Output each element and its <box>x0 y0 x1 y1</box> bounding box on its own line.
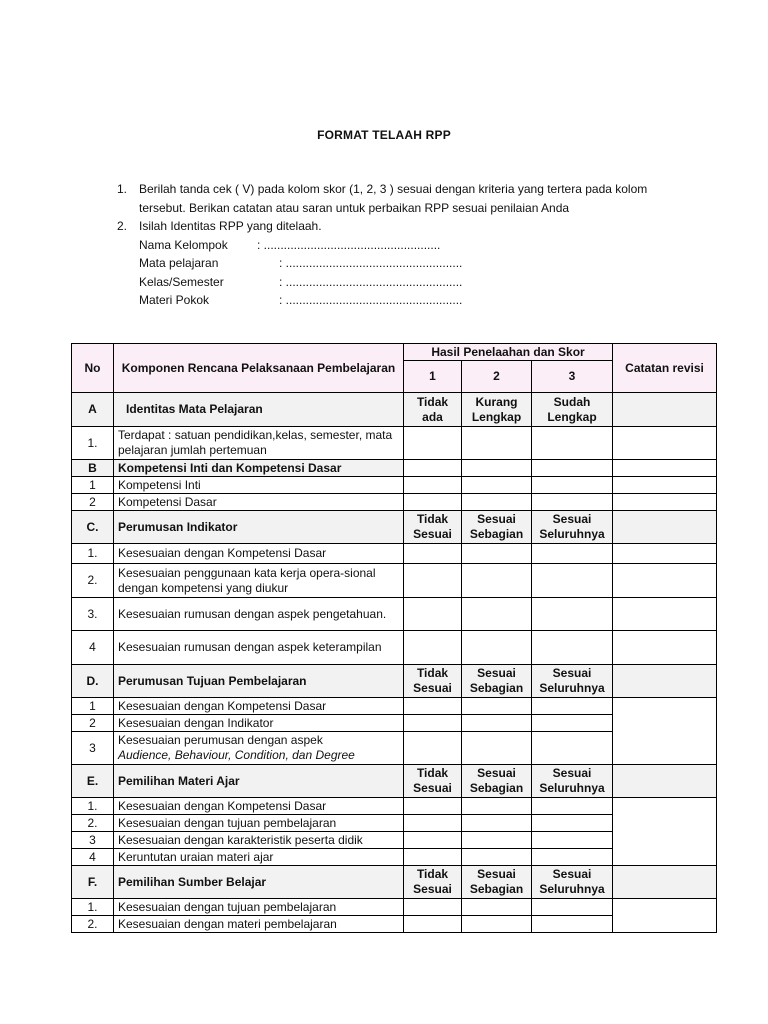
catatan-cell[interactable] <box>613 511 717 544</box>
score-label: Sesuai Seluruhnya <box>532 765 613 798</box>
score-label: Sesuai Seluruhnya <box>532 665 613 698</box>
section-no: B <box>72 460 114 477</box>
row-text: Kesesuaian dengan materi pembelajaran <box>114 916 404 933</box>
row-text: Kompetensi Dasar <box>114 494 404 511</box>
section-label: Perumusan Indikator <box>114 511 404 544</box>
table-row <box>72 544 717 564</box>
catatan-cell[interactable] <box>613 477 717 494</box>
score-cell[interactable] <box>404 849 462 866</box>
score-cell[interactable] <box>462 631 532 665</box>
score-cell[interactable] <box>462 598 532 631</box>
score-cell[interactable] <box>404 494 462 511</box>
row-text: Kesesuaian dengan Kompetensi Dasar <box>114 544 404 564</box>
score-cell[interactable] <box>462 564 532 598</box>
field-value[interactable]: : ..................................................... <box>257 237 441 252</box>
score-label: Tidak ada <box>404 393 462 427</box>
row-text: Kesesuaian dengan Indikator <box>114 715 404 732</box>
score-cell[interactable] <box>404 832 462 849</box>
score-cell[interactable] <box>462 427 532 460</box>
score-cell[interactable] <box>404 715 462 732</box>
score-cell[interactable] <box>462 815 532 832</box>
field-label: Kelas/Semester <box>139 274 224 289</box>
catatan-cell[interactable] <box>613 765 717 798</box>
table-row <box>72 427 717 460</box>
catatan-cell[interactable] <box>613 631 717 665</box>
row-no: 1. <box>72 427 114 460</box>
score-cell[interactable] <box>532 564 613 598</box>
instruction-text: Isilah Identitas RPP yang ditelaah. <box>139 219 322 233</box>
field-row <box>139 254 677 273</box>
score-cell[interactable] <box>532 631 613 665</box>
score-cell[interactable] <box>404 427 462 460</box>
row-text-italic: Audience, Behaviour, Condition, dan Degree <box>118 748 355 762</box>
score-label: Tidak Sesuai <box>404 511 462 544</box>
row-no: 2. <box>72 815 114 832</box>
field-label: Nama Kelompok <box>139 237 228 252</box>
section-row <box>72 866 717 899</box>
row-no: 1. <box>72 544 114 564</box>
score-label: Sesuai Seluruhnya <box>532 511 613 544</box>
section-label: Kompetensi Inti dan Kompetensi Dasar <box>114 460 404 477</box>
table-row <box>72 494 717 511</box>
header-score-1: 1 <box>404 361 462 393</box>
score-cell[interactable] <box>532 715 613 732</box>
score-label: Sesuai Sebagian <box>462 866 532 899</box>
score-cell[interactable] <box>404 598 462 631</box>
row-no: 4 <box>72 631 114 665</box>
score-cell[interactable] <box>532 732 613 765</box>
score-cell[interactable] <box>532 544 613 564</box>
catatan-cell[interactable] <box>613 544 717 564</box>
section-no: C. <box>72 511 114 544</box>
score-cell[interactable] <box>404 899 462 916</box>
instruction-text: Berilah tanda cek ( V) pada kolom skor (1, 2, 3 ) sesuai dengan kriteria yang tertera pada kolom tersebut. Berikan catatan atau saran untuk perbaikan RPP sesuai penilaian Anda <box>139 182 648 215</box>
table-row <box>72 698 717 715</box>
score-cell[interactable] <box>462 832 532 849</box>
section-label: Pemilihan Sumber Belajar <box>114 866 404 899</box>
score-cell[interactable] <box>532 815 613 832</box>
catatan-cell[interactable] <box>613 598 717 631</box>
score-label: Sudah Lengkap <box>532 393 613 427</box>
score-cell[interactable] <box>404 631 462 665</box>
row-no: 2 <box>72 494 114 511</box>
score-cell[interactable] <box>462 899 532 916</box>
field-value[interactable]: : ..................................................... <box>279 274 463 289</box>
row-text: Kesesuaian dengan Kompetensi Dasar <box>114 698 404 715</box>
catatan-cell[interactable] <box>613 899 717 933</box>
score-cell[interactable] <box>404 815 462 832</box>
score-cell[interactable] <box>462 544 532 564</box>
row-text: Kesesuaian rumusan dengan aspek pengetahuan. <box>114 598 404 631</box>
row-no: 3 <box>72 732 114 765</box>
field-row <box>139 291 677 310</box>
score-cell[interactable] <box>404 798 462 815</box>
row-no: 1. <box>72 798 114 815</box>
score-cell[interactable] <box>404 564 462 598</box>
score-label: Sesuai Sebagian <box>462 765 532 798</box>
section-label: Perumusan Tujuan Pembelajaran <box>114 665 404 698</box>
score-label: Sesuai Sebagian <box>462 511 532 544</box>
score-cell[interactable] <box>462 916 532 933</box>
catatan-cell[interactable] <box>613 494 717 511</box>
identity-fields <box>139 236 677 310</box>
row-text: Kesesuaian dengan karakteristik peserta didik <box>114 832 404 849</box>
row-text: Terdapat : satuan pendidikan,kelas, semester, mata pelajaran jumlah pertemuan <box>114 427 404 460</box>
row-no: 3 <box>72 832 114 849</box>
score-cell[interactable] <box>532 899 613 916</box>
field-row <box>139 236 677 255</box>
section-no: A <box>72 393 114 427</box>
score-cell[interactable] <box>532 698 613 715</box>
row-text: Kesesuaian dengan Kompetensi Dasar <box>114 798 404 815</box>
catatan-cell[interactable] <box>613 798 717 866</box>
score-cell[interactable] <box>462 494 532 511</box>
table-row <box>72 477 717 494</box>
score-cell[interactable] <box>404 477 462 494</box>
catatan-cell[interactable] <box>613 427 717 460</box>
row-no: 2. <box>72 916 114 933</box>
section-no: E. <box>72 765 114 798</box>
row-text-main: Kesesuaian perumusan dengan aspek <box>118 733 323 747</box>
section-row <box>72 765 717 798</box>
instruction-number: 2. <box>117 219 128 233</box>
score-cell[interactable] <box>462 698 532 715</box>
score-cell[interactable] <box>532 832 613 849</box>
section-row <box>72 511 717 544</box>
score-label: Tidak Sesuai <box>404 665 462 698</box>
row-text: Kesesuaian dengan tujuan pembelajaran <box>114 815 404 832</box>
row-no: 3. <box>72 598 114 631</box>
score-cell[interactable] <box>532 798 613 815</box>
row-no: 1 <box>72 698 114 715</box>
score-cell[interactable] <box>532 427 613 460</box>
row-no: 2 <box>72 715 114 732</box>
score-label: Sesuai Sebagian <box>462 665 532 698</box>
score-label: Sesuai Seluruhnya <box>532 866 613 899</box>
section-label: Pemilihan Materi Ajar <box>114 765 404 798</box>
header-catatan: Catatan revisi <box>613 344 717 393</box>
review-table <box>71 343 717 933</box>
page-title: FORMAT TELAAH RPP <box>317 128 451 142</box>
score-cell[interactable] <box>404 460 462 477</box>
score-cell[interactable] <box>532 916 613 933</box>
table-row <box>72 564 717 598</box>
score-cell[interactable] <box>532 494 613 511</box>
table-row <box>72 798 717 815</box>
instruction-item <box>117 217 677 236</box>
row-text: Keruntutan uraian materi ajar <box>114 849 404 866</box>
score-cell[interactable] <box>462 460 532 477</box>
instruction-item <box>117 180 677 217</box>
field-value[interactable]: : ..................................................... <box>279 256 463 270</box>
row-no: 1. <box>72 899 114 916</box>
score-cell[interactable] <box>462 715 532 732</box>
score-label: Tidak Sesuai <box>404 765 462 798</box>
section-row <box>72 665 717 698</box>
score-label: Kurang Lengkap <box>462 393 532 427</box>
row-no: 2. <box>72 564 114 598</box>
header-komponen: Komponen Rencana Pelaksanaan Pembelajaran <box>114 344 404 393</box>
score-cell[interactable] <box>532 598 613 631</box>
row-text: Kesesuaian penggunaan kata kerja opera-sional dengan kompetensi yang diukur <box>114 564 404 598</box>
score-cell[interactable] <box>404 544 462 564</box>
header-score-3: 3 <box>532 361 613 393</box>
section-row <box>72 393 717 427</box>
field-label: Materi Pokok <box>139 293 210 307</box>
catatan-cell[interactable] <box>613 698 717 765</box>
instruction-number: 1. <box>117 182 128 196</box>
score-cell[interactable] <box>462 798 532 815</box>
row-no: 1 <box>72 477 114 494</box>
section-label: Identitas Mata Pelajaran <box>114 393 404 427</box>
catatan-cell[interactable] <box>613 460 717 477</box>
instructions <box>117 180 677 310</box>
row-text: Kesesuaian rumusan dengan aspek keterampilan <box>114 631 404 665</box>
catatan-cell[interactable] <box>613 564 717 598</box>
score-label: Tidak Sesuai <box>404 866 462 899</box>
field-row <box>139 273 677 292</box>
section-row <box>72 460 717 477</box>
row-no: 4 <box>72 849 114 866</box>
header-score-2: 2 <box>462 361 532 393</box>
score-cell[interactable] <box>462 849 532 866</box>
score-cell[interactable] <box>532 477 613 494</box>
section-no: D. <box>72 665 114 698</box>
table-row <box>72 598 717 631</box>
row-text: Kesesuaian dengan tujuan pembelajaran <box>114 899 404 916</box>
field-label: Mata pelajaran <box>139 256 219 270</box>
field-value[interactable]: : ..................................................... <box>279 293 463 307</box>
score-cell[interactable] <box>404 732 462 765</box>
row-text: Kompetensi Inti <box>114 477 404 494</box>
header-no: No <box>72 344 114 393</box>
catatan-cell[interactable] <box>613 393 717 427</box>
score-cell[interactable] <box>532 460 613 477</box>
table-row <box>72 899 717 916</box>
catatan-cell[interactable] <box>613 866 717 899</box>
section-no: F. <box>72 866 114 899</box>
score-cell[interactable] <box>404 698 462 715</box>
table-row <box>72 631 717 665</box>
score-cell[interactable] <box>462 477 532 494</box>
score-cell[interactable] <box>404 916 462 933</box>
score-cell[interactable] <box>462 732 532 765</box>
header-hasil: Hasil Penelaahan dan Skor <box>404 344 613 361</box>
catatan-cell[interactable] <box>613 665 717 698</box>
score-cell[interactable] <box>532 849 613 866</box>
row-text <box>114 732 404 765</box>
